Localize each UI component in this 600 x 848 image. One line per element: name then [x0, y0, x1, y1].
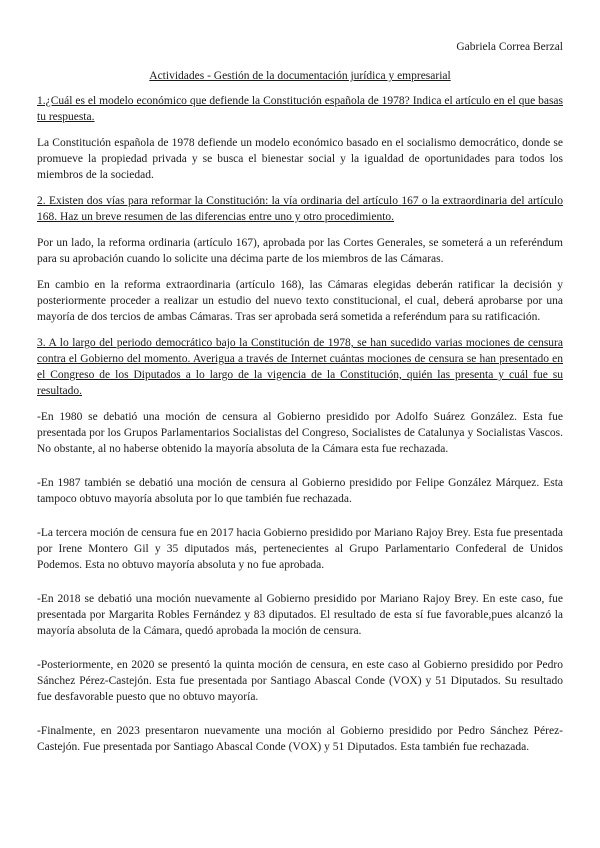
answer-3-motion-2018: -En 2018 se debatió una moción nuevamente al Gobierno presidido por Mariano Rajoy Brey. En este caso, fue presentada por Margarita Robles Fernández y 83 diputados. El resultado de esta sí fue favorable,pues alcanzó la mayoría absoluta de la Cámara, quedó aprobada la moción de censura.: [37, 593, 563, 637]
question-3: 3. A lo largo del periodo democrático bajo la Constitución de 1978, se han sucedido varias mociones de censura contra el Gobierno del momento. Averigua a través de Internet cuántas mociones de censura se han presentado en el Congreso de los Diputados a lo largo de la vigencia de la Constitución, quién las presenta y cuál fue su resultado.: [37, 337, 563, 397]
answer-3-motion-1987: -En 1987 también se debatió una moción de censura al Gobierno presidido por Felipe González Márquez. Esta tampoco obtuvo mayoría absoluta por lo que también fue rechazada.: [37, 477, 563, 505]
answer-3-motion-2020: -Posteriormente, en 2020 se presentó la quinta moción de censura, en este caso al Gobierno presidido por Pedro Sánchez Pérez-Castejón. Esta fue presentada por Santiago Abascal Conde (VOX) y 51 Diputados. Su resultado fue desfavorable puesto que no obtuvo mayoría.: [37, 659, 563, 703]
answer-2-ordinary: Por un lado, la reforma ordinaria (artículo 167), aprobada por las Cortes Generales, se someterá a un referéndum para su aprobación cuando lo solicite una décima parte de los miembros de las Cámaras.: [37, 237, 563, 265]
author-name: Gabriela Correa Berzal: [456, 41, 563, 53]
answer-1: La Constitución española de 1978 defiende un modelo económico basado en el socialismo democrático, donde se promueve la propiedad privada y se busca el bienestar social y la igualdad de oportunidades para todos los miembros de la sociedad.: [37, 137, 563, 181]
answer-3-motion-2017: -La tercera moción de censura fue en 2017 hacia Gobierno presidido por Mariano Rajoy Brey. Esta fue presentada por Irene Montero Gil y 35 diputados más, pertenecientes al Grupo Parlamentario Confederal de Unidos Podemos. Esta no obtuvo mayoría absoluta y no fue aprobada.: [37, 527, 563, 571]
answer-2-extraordinary: En cambio en la reforma extraordinaria (artículo 168), las Cámaras elegidas deberán ratificar la decisión y posteriormente proceder a realizar un estudio del nuevo texto constitucional, el cual, deberá aprobarse por una mayoría de dos tercios de ambas Cámaras. Tras ser aprobada será sometida a referéndum para su ratificación.: [37, 279, 563, 323]
answer-3-motion-2023: -Finalmente, en 2023 presentaron nuevamente una moción al Gobierno presidido por Pedro Sánchez Pérez-Castejón. Fue presentada por Santiago Abascal Conde (VOX) y 51 Diputados. Esta también fue rechazada.: [37, 725, 563, 753]
question-2: 2. Existen dos vías para reformar la Constitución: la vía ordinaria del artículo 167 o la extraordinaria del artículo 168. Haz un breve resumen de las diferencias entre uno y otro procedimiento.: [37, 195, 563, 223]
answer-3-motion-1980: -En 1980 se debatió una moción de censura al Gobierno presidido por Adolfo Suárez González. Esta fue presentada por los Grupos Parlamentarios Socialistas del Congreso, Socialistes de Catalunya y Socialistas Vascos. No obstante, al no haberse obtenido la mayoría absoluta de la Cámara esta fue rechazada.: [37, 411, 563, 455]
question-1: 1.¿Cuál es el modelo económico que defiende la Constitución española de 1978? Indica el artículo en el que basas tu respuesta.: [37, 95, 563, 123]
document-title: Actividades - Gestión de la documentación jurídica y empresarial: [149, 70, 451, 82]
